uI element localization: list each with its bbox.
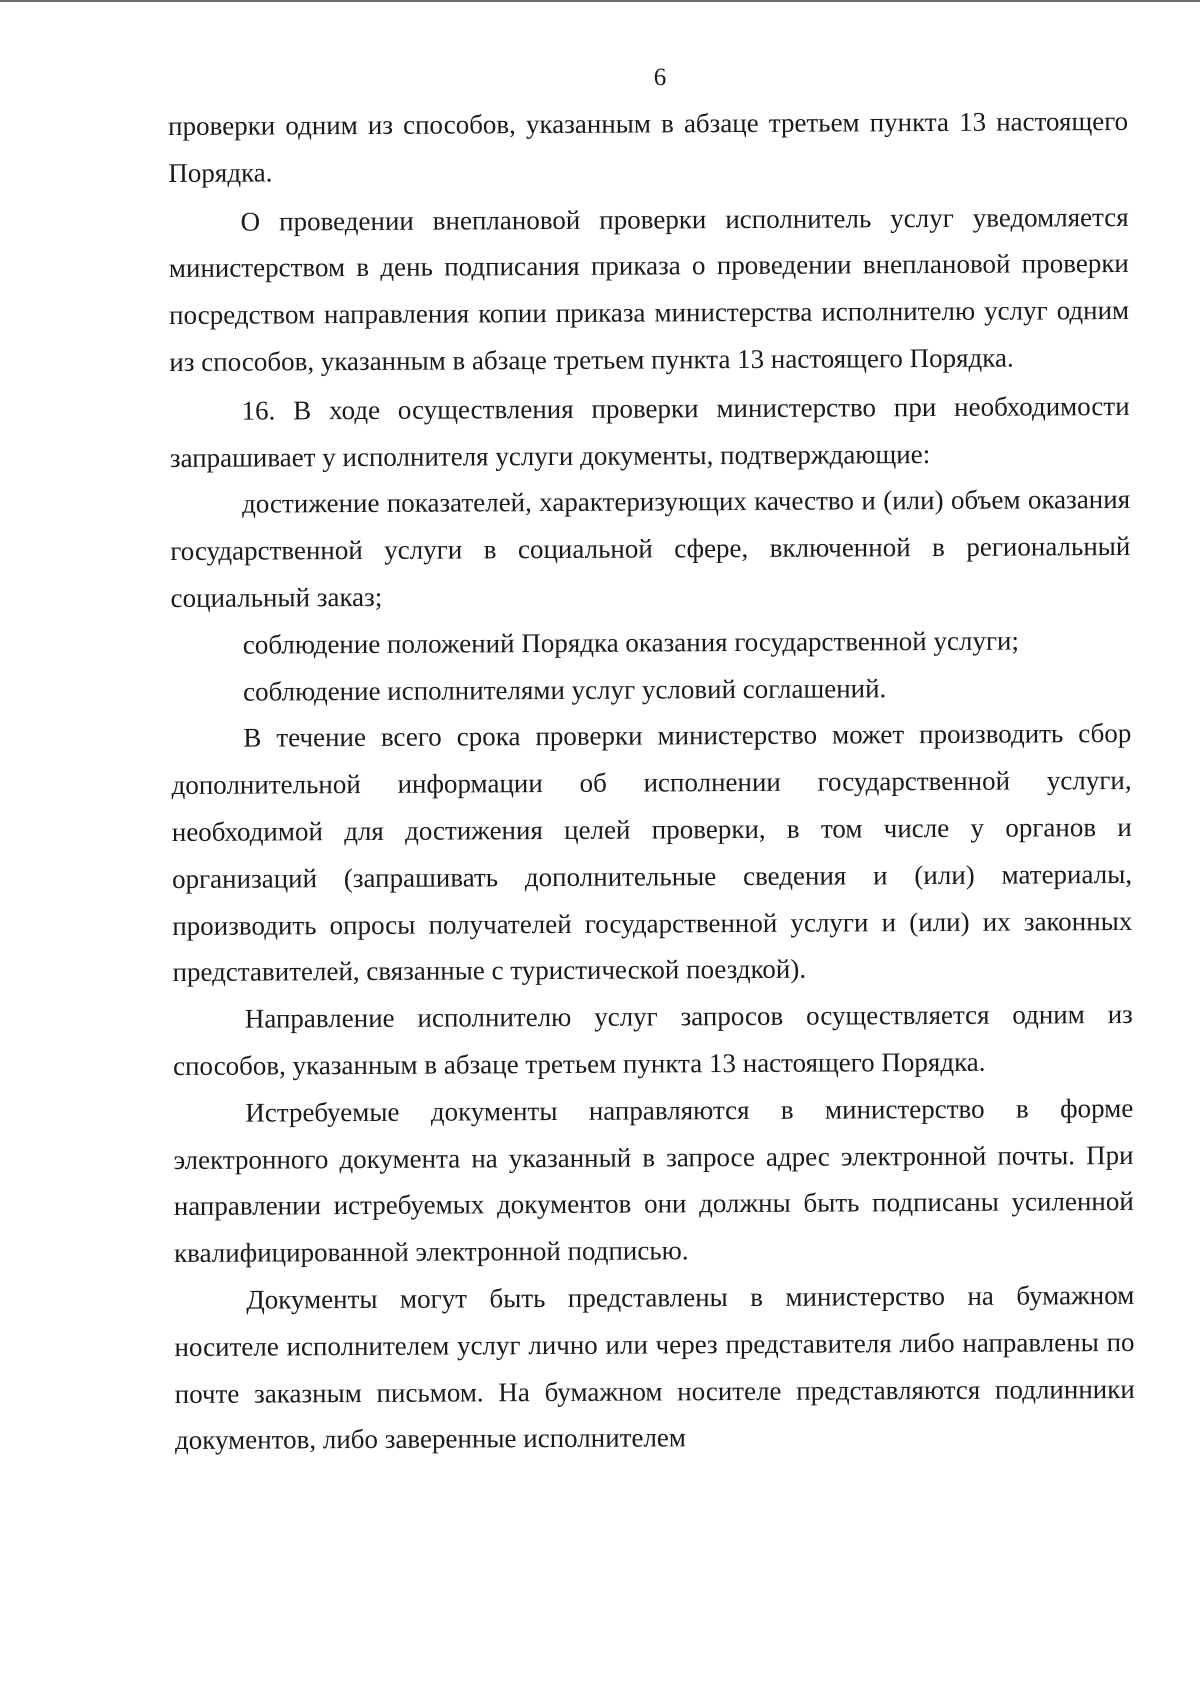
paragraph-electronic-documents: Истребуемые документы направляются в министерство в форме электронного документа на указанный в запросе адрес электронной почты. При направлении истребуемых документов они должны быть подписаны усиленной квалифицированной электронной подписью. <box>173 1092 1134 1269</box>
paragraph-paper-documents: Документы могут быть представлены в министерство на бумажном носителе исполнителем услуг лично или через представителя либо направлены по почте заказным письмом. На бумажном носителе представляются подлинники документов, либо заверенные исполнителем <box>174 1279 1135 1456</box>
paragraph-requests-delivery: Направление исполнителю услуг запросов осуществляется одним из способов, указанным в абзаце третьем пункта 13 настоящего Порядка. <box>172 999 1133 1081</box>
paragraph-item-16: 16. В ходе осуществления проверки министерство при необходимости запрашивает у исполнителя услуги документы, подтверждающие: <box>169 390 1130 473</box>
paragraph-indicators: достижение показателей, характеризующих качество и (или) объем оказания государственной услуги в социальной сфере, включенной в региональный социальный заказ; <box>170 484 1131 613</box>
paragraph-procedure-compliance: соблюдение положений Порядка оказания государственной услуги; <box>242 625 1020 660</box>
paragraph-continuation: проверки одним из способов, указанным в абзаце третьем пункта 13 настоящего Порядка. <box>168 105 1129 188</box>
scan-top-edge <box>0 0 1200 2</box>
paragraph-information-collection: В течение всего срока проверки министерство может производить сбор дополнительной информации об исполнении государственной услуги, необходимой для достижения целей проверки, в том числе у органов и организаций (запрашивать дополнительные сведения и (или) материалы, производить опросы получателей государственной услуги и (или) их законных представителей, связанные с туристической поездкой). <box>171 718 1133 988</box>
document-body <box>168 98 1135 1464</box>
paragraph-unscheduled-check-notice: О проведении внеплановой проверки исполнитель услуг уведомляется министерством в день подписания приказа о проведении внеплановой проверки посредством направления копии приказа министерства исполнителю услуг одним из способов, указанным в абзаце третьем пункта 13 настоящего Порядка. <box>168 201 1130 377</box>
page-number: 6 <box>653 64 667 91</box>
paragraph-agreement-compliance: соблюдение исполнителями услуг условий соглашений. <box>243 672 887 707</box>
